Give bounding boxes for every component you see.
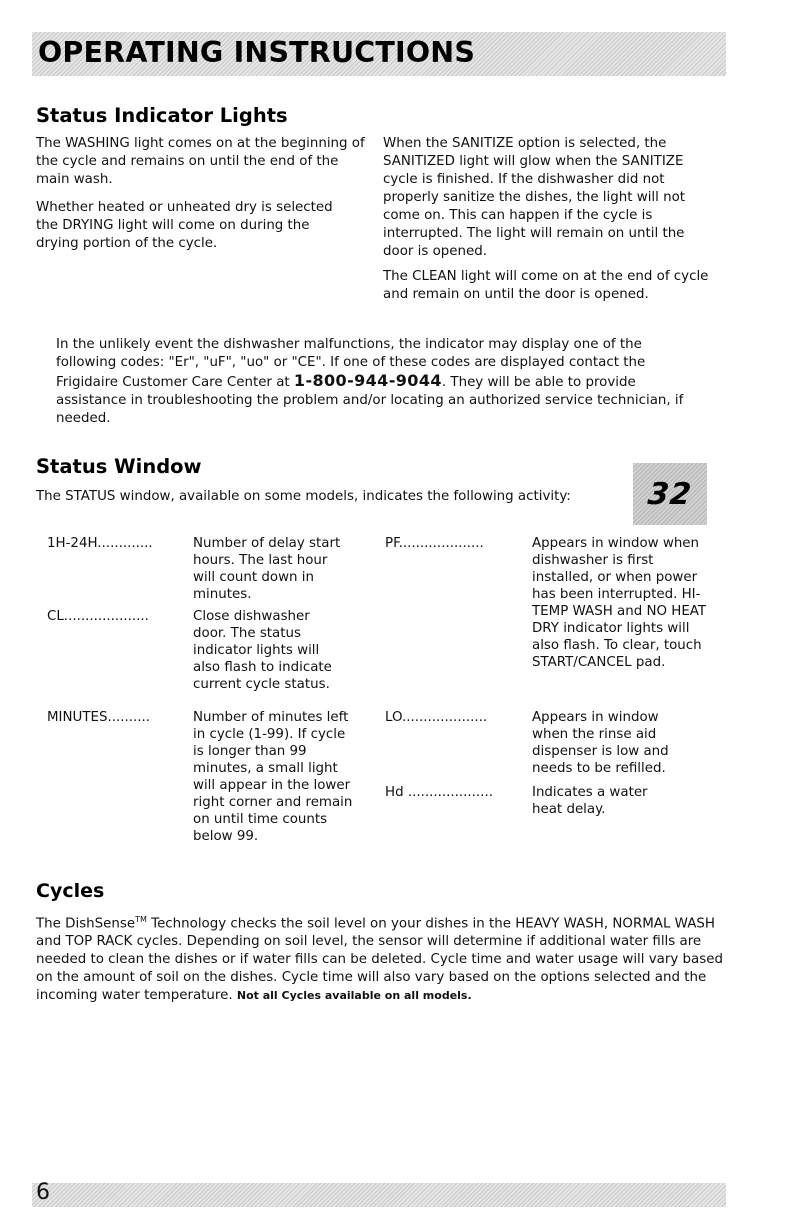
malfunction-paragraph [56,336,696,428]
clean-light-paragraph: The CLEAN light will come on at the end of cycle and remain on until the door is opened. [383,269,709,302]
code-label-hd: Hd .................... [385,785,493,800]
code-desc-minutes: Number of minutes left in cycle (1-99). If cycle is longer than 99 minutes, a small light will appear in the lower right corner and remain on until time counts below 99. [193,710,353,844]
page-title: OPERATING INSTRUCTIONS [38,36,476,69]
code-desc-hd: Indicates a water heat delay. [532,785,648,817]
page-number: 6 [36,1180,50,1205]
code-desc-cl: Close dishwasher door. The status indicator lights will also flash to indicate current cycle status. [193,609,332,692]
code-desc-1h-24h: Number of delay start hours. The last hour will count down in minutes. [193,536,341,602]
status-window-intro: The STATUS window, available on some models, indicates the following activity: [36,489,571,504]
code-desc-pf: Appears in window when dishwasher is first installed, or when power has been interrupted. HI-TEMP WASH and NO HEAT DRY indicator lights will also flash. To clear, touch START/CANCEL pad. [532,536,707,670]
drying-light-paragraph: Whether heated or unheated dry is selected the DRYING light will come on during the drying portion of the cycle. [36,200,333,251]
code-label-1h-24h: 1H-24H............. [47,536,153,551]
code-label-cl: CL.................... [47,609,149,624]
sanitize-light-paragraph: When the SANITIZE option is selected, the SANITIZED light will glow when the SANITIZE cycle is finished. If the dishwasher did not properly sanitize the dishes, the light will not come on. This can happen if the cycle is interrupted. The light will remain on until the door is opened. [383,136,686,259]
code-desc-lo: Appears in window when the rinse aid dispenser is low and needs to be refilled. [532,710,669,776]
malfunction-text-after: . They will be able to provide assistance in troubleshooting the problem and/or locating an authorized service technician, if needed. [56,375,684,426]
washing-light-paragraph: The WASHING light comes on at the beginning of the cycle and remains on until the end of the main wash. [36,136,365,187]
code-label-minutes: MINUTES.......... [47,710,151,725]
status-window-display [633,463,707,525]
trademark-symbol: TM [135,915,147,924]
status-window-heading: Status Window [36,455,202,478]
cycles-text-after: Technology checks the soil level on your dishes in the HEAVY WASH, NORMAL WASH and TOP RACK cycles. Depending on soil level, the sensor will determine if additional water fills are needed to clean the dishes or if water fills can be deleted. Cycle time and water usage will vary based on the amount of soil on the dishes. Cycle time will also vary based on the options selected and the incoming water temperature. [36,916,723,1004]
code-label-lo: LO.................... [385,710,488,725]
cycles-text-before: The DishSense [36,916,136,932]
status-display-readout: 32 [646,476,694,512]
status-indicator-lights-heading: Status Indicator Lights [36,104,288,127]
code-label-pf: PF.................... [385,536,484,551]
cycles-paragraph [36,911,726,1005]
footer-band [32,1183,726,1207]
malfunction-text-before: In the unlikely event the dishwasher malfunctions, the indicator may display one of the following codes: "Er", "uF", "uo" or "CE". If one of these codes are displayed contact the Frigidaire Customer Care Center at [56,337,646,390]
cycles-heading: Cycles [36,880,105,902]
customer-care-phone: 1-800-944-9044 [293,371,442,390]
cycles-availability-note: Not all Cycles available on all models. [236,989,472,1003]
